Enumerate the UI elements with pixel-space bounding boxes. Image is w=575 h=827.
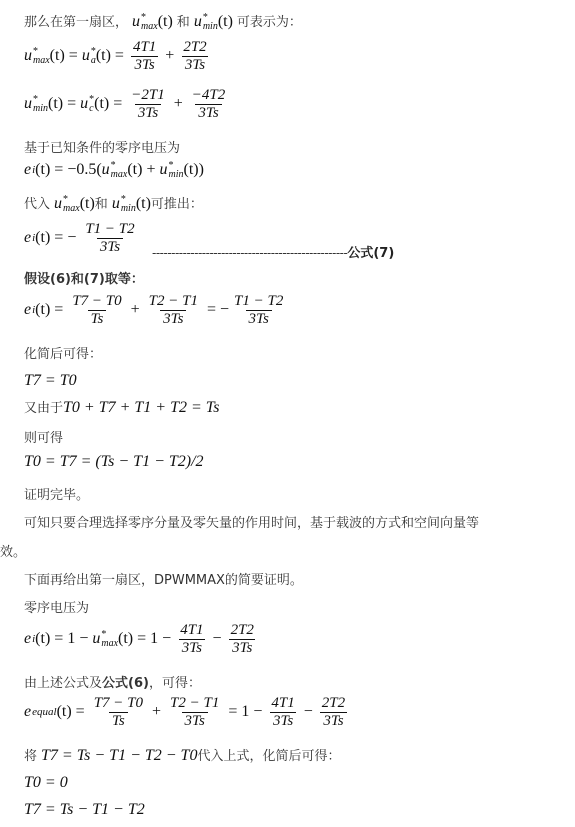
- formula-umin: u * min (t): [111, 194, 151, 214]
- text: ，可得：: [148, 676, 201, 691]
- equation-ei-basic: e i (t) = −0.5(u * max (t) + u * min (t)): [24, 160, 204, 180]
- text: 代入: [24, 197, 51, 213]
- text: 和: [176, 15, 190, 31]
- equation-equate: e i (t) = $\frac{T7 - T0}{Ts}$ + $\frac{T2 - T1}{3Ts}$ = − $\frac{T1 - T2}{3Ts}$: [24, 293, 284, 327]
- formula-umax: u * max (t): [132, 12, 173, 32]
- formula-7-leader: [152, 245, 394, 261]
- equation-t7-sub: T7 = Ts − T1 − T2 − T0: [41, 747, 198, 764]
- equation-t7-final: T7 = Ts − T1 − T2: [24, 801, 145, 818]
- text: 将: [24, 749, 38, 764]
- equation-t0-zero: T0 = 0: [24, 774, 68, 791]
- text: 那么在第一扇区，: [24, 15, 129, 31]
- line-from-formula-6: [24, 677, 201, 690]
- text: 可表示为：: [236, 15, 302, 31]
- text: 代入上式，化简后可得：: [197, 749, 341, 764]
- equation-ei-dpwmmax: e i (t) = 1 − u * max (t) = 1 − $\frac{4T1}{3Ts}$ − $\frac{2T2}{3Ts}$: [24, 622, 254, 656]
- dash-leader: ---------------------------------------------------: [152, 246, 348, 260]
- formula-umin: u * min (t): [193, 12, 233, 32]
- text: 可推出：: [150, 197, 203, 213]
- equation-formula-7: e i (t) = − $\frac{T1 - T2}{3Ts}$: [24, 221, 135, 255]
- line-substitute-t7: [24, 748, 340, 764]
- formula-6-ref: 公式(6): [102, 676, 149, 691]
- heading-assume-equal: 假设(6)和(7)取等：: [24, 272, 144, 287]
- text-zero-seq: 零序电压为: [24, 601, 90, 616]
- line-substitute: [24, 196, 203, 213]
- text-simplify: 化简后可得：: [24, 347, 103, 362]
- text-conclusion-cont: 效。: [0, 545, 27, 560]
- equation-umax: u * max (t) = u * a (t) = $\frac{4T1}{3Ts}$ + $\frac{2T2}{3Ts}$: [24, 39, 207, 73]
- equation-t0-t7: T0 = T7 = (Ts − T1 − T2)/2: [24, 453, 204, 470]
- equation-t7-t0: T7 = T0: [24, 372, 77, 389]
- equation-umin: u * min (t) = u * c (t) = $\frac{-2T1}{3Ts}$ + $\frac{-4T2}{3Ts}$: [24, 87, 226, 121]
- line-sector-intro: [24, 14, 302, 31]
- text-dpwmmax-intro: 下面再给出第一扇区，DPWMMAX的简要证明。: [24, 573, 303, 588]
- line-since: [24, 400, 219, 416]
- text-then: 则可得: [24, 431, 64, 446]
- formula-umax: u * max (t): [54, 194, 95, 214]
- text: 和: [94, 197, 108, 213]
- text-zero-seq-voltage: 基于已知条件的零序电压为: [24, 141, 181, 156]
- text-conclusion: 可知只要合理选择零序分量及零矢量的作用时间，基于载波的方式和空间向量等: [24, 516, 480, 531]
- text: 又由于: [24, 401, 64, 416]
- text: 由上述公式及: [24, 676, 103, 691]
- equation-sum: T0 + T7 + T1 + T2 = Ts: [63, 399, 220, 416]
- formula-7-tag: 公式(7): [347, 246, 395, 261]
- equation-e-equal: e equal (t) = $\frac{T7 - T0}{Ts}$ + $\frac{T2 - T1}{3Ts}$ = 1 − $\frac{4T1}{3Ts}$ − $\frac{2T2}{3Ts}$: [24, 695, 346, 729]
- text-proof-done: 证明完毕。: [24, 488, 90, 503]
